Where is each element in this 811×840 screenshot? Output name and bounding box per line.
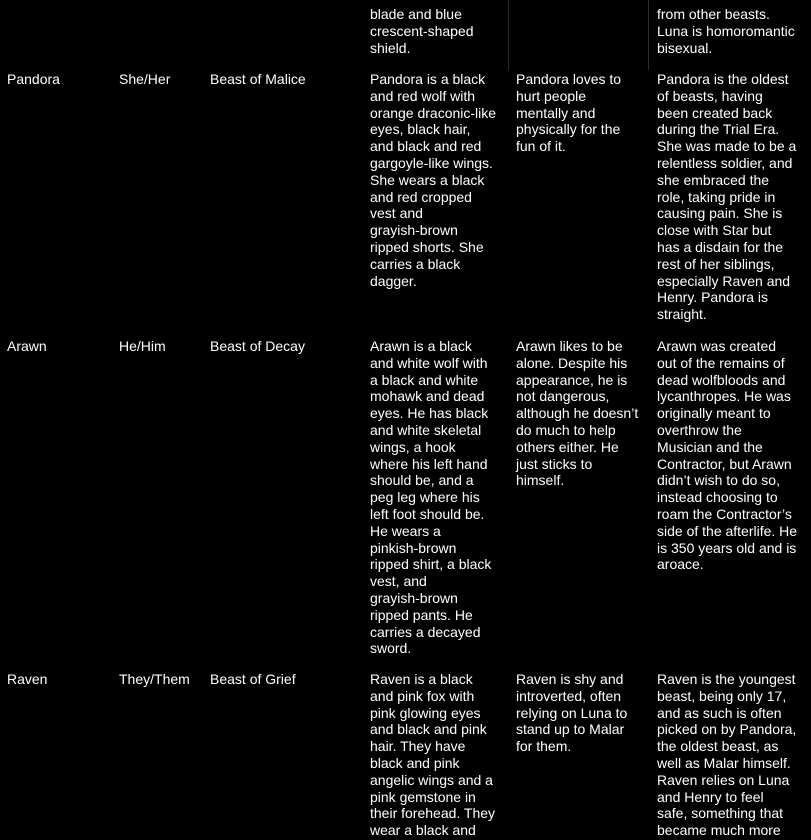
text-line: He wears a <box>370 522 441 539</box>
text-line: bisexual. <box>657 39 713 56</box>
text-line: lycanthropes. He was <box>657 388 791 405</box>
title-cell: Beast of Decay <box>210 338 305 354</box>
text-line: Raven is the youngest <box>657 671 796 687</box>
appearance-cell <box>370 671 495 839</box>
text-line: Pandora is the oldest <box>657 71 789 87</box>
text-line: picked on by Pandora, <box>657 721 797 738</box>
text-line: orange draconic-like <box>370 104 497 121</box>
text-line: didn’t wish to do so, <box>657 472 780 489</box>
text-line: eyes. He has black <box>370 405 489 422</box>
text-line: stand up to Malar <box>516 721 625 738</box>
text-line: pink gemstone in <box>370 788 476 805</box>
text-line: and white wolf with <box>370 354 488 371</box>
text-line: and pink fox with <box>370 687 475 704</box>
title-cell: Beast of Grief <box>210 671 296 687</box>
text-line: carries a black <box>370 255 461 272</box>
name-cell: Pandora <box>7 71 60 87</box>
text-line: physically for the <box>516 121 621 138</box>
text-line: dead wolfbloods and <box>657 371 786 388</box>
text-line: relentless soldier, and <box>657 154 793 171</box>
personality-cell <box>516 671 627 755</box>
text-line: during the Trial Era. <box>657 121 780 138</box>
text-line: of beasts, having <box>657 87 763 104</box>
text-line: been created back <box>657 104 773 121</box>
title-cell: Beast of Malice <box>210 71 306 87</box>
text-line: wings, a hook <box>370 438 456 455</box>
name-cell: Raven <box>7 671 48 687</box>
text-line: black and pink <box>370 754 460 771</box>
text-line: their forehead. They <box>370 805 496 822</box>
text-line: and as such is often <box>657 704 782 721</box>
text-line: a black and white <box>370 371 479 388</box>
text-line: especially Raven and <box>657 272 791 289</box>
text-line: alone. Despite his <box>516 354 628 371</box>
text-line: himself. <box>516 472 565 489</box>
text-line: She wears a black <box>370 171 485 188</box>
text-line: has a disdain for the <box>657 238 784 255</box>
text-line: aroace. <box>657 556 704 573</box>
text-line: pinkish-brown <box>370 539 457 556</box>
text-line: peg leg where his <box>370 489 480 506</box>
appearance-cell <box>370 338 491 657</box>
text-line: beast, being only 17, <box>657 687 787 704</box>
text-line: grayish-brown <box>370 589 458 606</box>
text-line: side of the afterlife. He <box>657 522 798 539</box>
personality-cell <box>516 71 621 155</box>
text-line: and black and pink <box>370 721 487 738</box>
text-line: relying on Luna to <box>516 704 628 721</box>
text-line: where his left hand <box>370 455 488 472</box>
column-divider <box>508 0 509 70</box>
pronouns-cell: They/Them <box>119 671 190 687</box>
text-line: and red wolf with <box>370 87 476 104</box>
text-line: left foot should be. <box>370 505 485 522</box>
text-line: rest of her siblings, <box>657 255 775 272</box>
text-line: crescent-shaped <box>370 22 474 39</box>
text-line: wear a black and <box>370 822 476 839</box>
text-line: blade and blue <box>370 6 462 22</box>
text-line: She was made to be a <box>657 138 797 155</box>
bio-cell <box>657 671 796 839</box>
text-line: originally meant to <box>657 405 771 422</box>
text-line: role, taking pride in <box>657 188 776 205</box>
text-line: ripped shorts. She <box>370 238 484 255</box>
text-line: others either. He <box>516 438 619 455</box>
text-line: introverted, often <box>516 687 622 704</box>
text-line: ripped pants. He <box>370 606 473 623</box>
appearance-cell <box>370 6 474 56</box>
text-line: and red cropped <box>370 188 472 205</box>
text-line: became much more <box>657 822 781 839</box>
text-line: straight. <box>657 306 707 323</box>
text-line: Raven relies on Luna <box>657 771 790 788</box>
text-line: from other beasts. <box>657 6 770 22</box>
column-divider <box>648 0 649 70</box>
text-line: not dangerous, <box>516 388 610 405</box>
text-line: vest, and <box>370 573 427 590</box>
text-line: causing pain. She is <box>657 205 783 222</box>
text-line: she embraced the <box>657 171 770 188</box>
text-line: Pandora loves to <box>516 71 622 87</box>
text-line: Raven is a black <box>370 671 473 687</box>
text-line: Contractor, but Arawn <box>657 455 792 472</box>
text-line: is 350 years old and is <box>657 539 797 556</box>
text-line: sword. <box>370 640 412 657</box>
text-line: mentally and <box>516 104 596 121</box>
text-line: the oldest beast, as <box>657 738 779 755</box>
name-cell: Arawn <box>7 338 47 354</box>
text-line: vest and <box>370 205 423 222</box>
text-line: gargoyle-like wings. <box>370 154 493 171</box>
text-line: Arawn was created <box>657 338 777 354</box>
pronouns-cell: She/Her <box>119 71 171 87</box>
text-line: Luna is homoromantic <box>657 22 795 39</box>
text-line: Arawn likes to be <box>516 338 623 354</box>
text-line: shield. <box>370 39 411 56</box>
text-line: and black and red <box>370 138 482 155</box>
text-line: eyes, black hair, <box>370 121 471 138</box>
text-line: grayish-brown <box>370 222 458 239</box>
text-line: hurt people <box>516 87 587 104</box>
text-line: dagger. <box>370 272 417 289</box>
text-line: well as Malar himself. <box>657 754 791 771</box>
pronouns-cell: He/Him <box>119 338 166 354</box>
text-line: should be, and a <box>370 472 474 489</box>
appearance-cell <box>370 71 496 289</box>
text-line: close with Star but <box>657 222 772 239</box>
text-line: mohawk and dead <box>370 388 485 405</box>
text-line: hair. They have <box>370 738 466 755</box>
text-line: Arawn is a black <box>370 338 472 354</box>
bio-cell <box>657 71 796 323</box>
text-line: just sticks to <box>516 455 593 472</box>
text-line: Henry. Pandora is <box>657 289 769 306</box>
personality-cell <box>516 338 638 489</box>
text-line: out of the remains of <box>657 354 785 371</box>
text-line: overthrow the <box>657 421 742 438</box>
text-line: do much to help <box>516 421 616 438</box>
text-line: appearance, he is <box>516 371 628 388</box>
text-line: angelic wings and a <box>370 771 493 788</box>
text-line: Pandora is a black <box>370 71 486 87</box>
text-line: instead choosing to <box>657 489 778 506</box>
bio-cell <box>657 6 795 56</box>
text-line: safe, something that <box>657 805 784 822</box>
text-line: and Henry to feel <box>657 788 764 805</box>
text-line: Musician and the <box>657 438 763 455</box>
text-line: roam the Contractor’s <box>657 505 792 522</box>
text-line: carries a decayed <box>370 623 481 640</box>
text-line: for them. <box>516 738 572 755</box>
text-line: pink glowing eyes <box>370 704 481 721</box>
text-line: and white skeletal <box>370 421 482 438</box>
text-line: ripped shirt, a black <box>370 556 492 573</box>
text-line: fun of it. <box>516 138 566 155</box>
text-line: Raven is shy and <box>516 671 624 687</box>
bio-cell <box>657 338 797 573</box>
text-line: although he doesn’t <box>516 405 639 422</box>
